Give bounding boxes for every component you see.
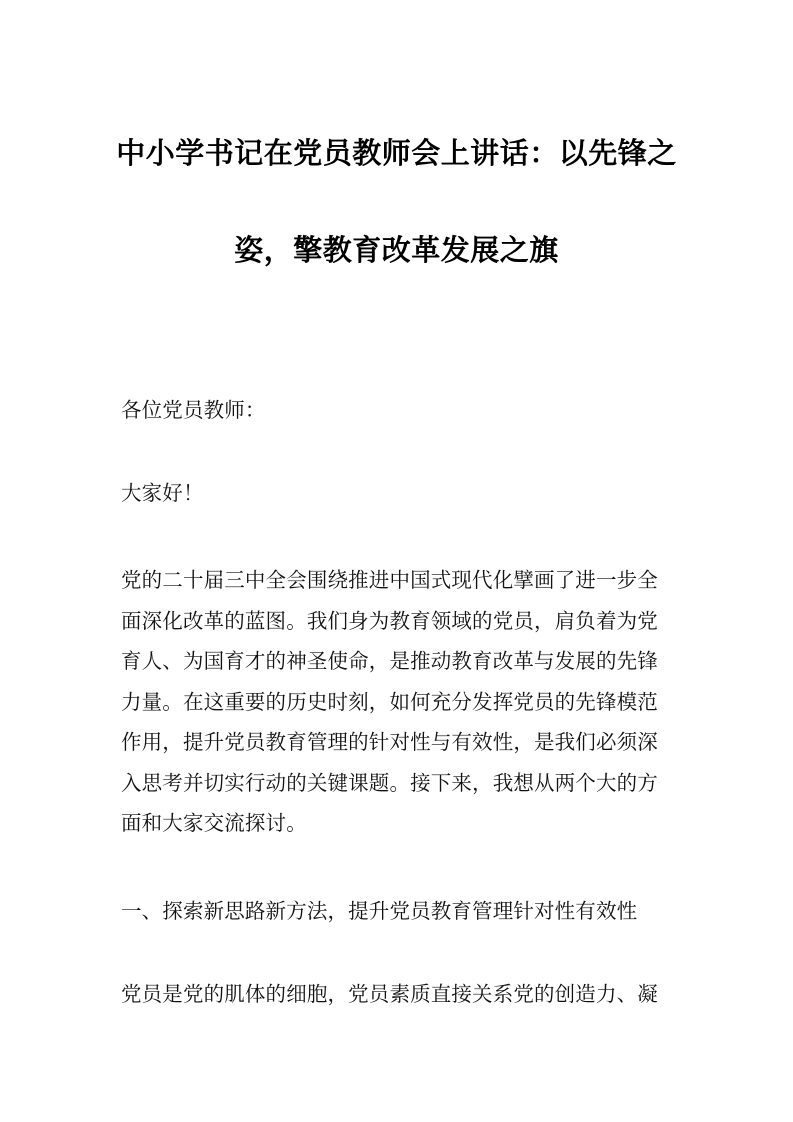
section-heading-text: 一、探索新思路新方法，提升党员教育管理针对性有效性 <box>121 899 638 923</box>
section-paragraph <box>121 974 676 1015</box>
paragraph-line: 育人、为国育才的神圣使命，是推动教育改革与发展的先锋 <box>121 649 658 673</box>
paragraph-line: 面深化改革的蓝图。我们身为教育领域的党员，肩负着为党 <box>121 608 658 633</box>
salutation <box>121 473 676 514</box>
section-heading <box>121 891 676 932</box>
greeting <box>121 390 676 431</box>
paragraph-line: 面和大家交流探讨。 <box>121 811 307 835</box>
document-title-line-2: 姿，擎教育改革发展之旗 <box>234 233 559 267</box>
intro-paragraph <box>121 560 676 844</box>
document-title-line-1: 中小学书记在党员教师会上讲话：以先锋之 <box>116 136 677 170</box>
paragraph-line: 作用，提升党员教育管理的针对性与有效性，是我们必须深 <box>121 730 658 754</box>
paragraph-line: 党员是党的肌体的细胞，党员素质直接关系党的创造力、凝 <box>121 982 658 1006</box>
greeting-text: 各位党员教师： <box>121 398 266 422</box>
paragraph-line: 力量。在这重要的历史时刻，如何充分发挥党员的先锋模范 <box>121 689 658 714</box>
paragraph-line: 党的二十届三中全会围绕推进中国式现代化擘画了进一步全 <box>121 568 658 592</box>
salutation-text: 大家好！ <box>121 481 204 505</box>
paragraph-line: 入思考并切实行动的关键课题。接下来，我想从两个大的方 <box>121 770 658 795</box>
